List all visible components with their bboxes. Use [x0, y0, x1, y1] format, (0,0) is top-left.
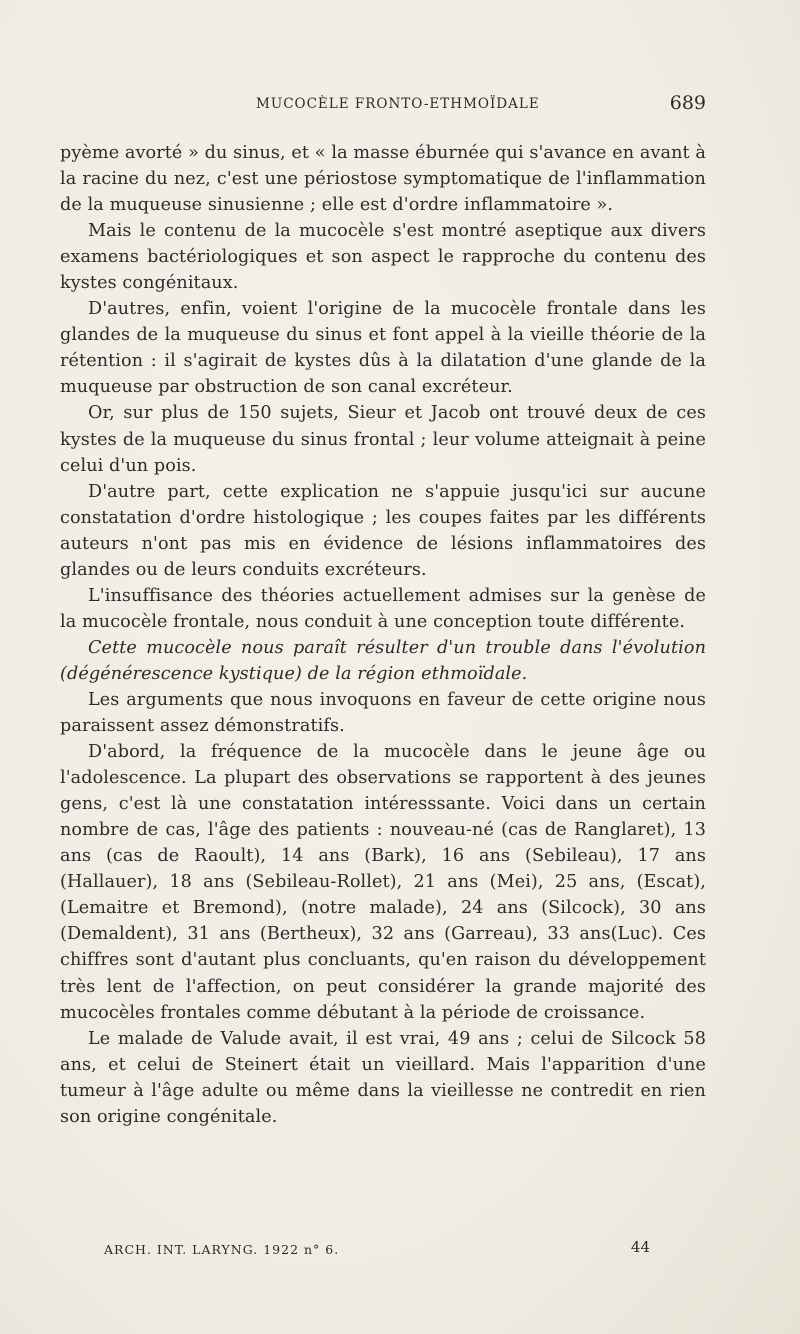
paragraph: Or, sur plus de 150 sujets, Sieur et Jacob ont trouvé deux de ces kystes de la muqueuse du sinus frontal ; leur volume atteignait à peine celui d'un pois. [60, 403, 706, 476]
signature-mark: 44 [630, 1238, 650, 1256]
page-number: 689 [669, 92, 706, 114]
paragraph: D'autres, enfin, voient l'origine de la mucocèle frontale dans les glandes de la muqueuse du sinus et font appel à la vieille théorie de la rétention : il s'agirait de kystes dûs à la dilatation d'une glande de la muqueuse par obstruction de son canal excréteur. [60, 299, 706, 398]
paragraph: pyème avorté » du sinus, et « la masse éburnée qui s'avance en avant à la racine du nez, c'est une périostose symptomatique de l'inflammation de la muqueuse sinusienne ; elle est d'ordre inflammatoire ». [60, 143, 706, 216]
paragraph: D'abord, la fréquence de la mucocèle dans le jeune âge ou l'adolescence. La plupart des observations se rapportent à des jeunes gens, c'est là une constatation intéresssante. Voici dans un certain nombre de cas, l'âge des patients : nouveau-né (cas de Ranglaret), 13 ans (cas de Raoult), 14 ans (Bark), 16 ans (Sebileau), 17 ans (Hallauer), 18 ans (Sebileau-Rollet), 21 ans (Mei), 25 ans, (Escat), (Lemaitre et Bremond), (notre malade), 24 ans (Silcock), 30 ans (Demaldent), 31 ans (Bertheux), 32 ans (Garreau), 33 ans(Luc). Ces chiffres sont d'autant plus concluants, qu'en raison du développement très lent de l'affection, on peut considérer la grande majorité des mucocèles frontales comme débutant à la période de croissance. [60, 742, 706, 1023]
paragraph: Les arguments que nous invoquons en faveur de cette origine nous paraissent assez démonstratifs. [60, 689, 706, 737]
body-text [60, 140, 706, 1130]
running-title: MUCOCÈLE FRONTO-ETHMOÏDALE [256, 96, 540, 112]
italic-thesis-paragraph: Cette mucocèle nous paraît résulter d'un trouble dans l'évolution (dégénérescence kystique) de la région ethmoïdale. [60, 637, 706, 684]
paragraph: Le malade de Valude avait, il est vrai, 49 ans ; celui de Silcock 58 ans, et celui de Steinert était un vieillard. Mais l'apparition d'une tumeur à l'âge adulte ou même dans la vieillesse ne contredit en rien son origine congénitale. [60, 1028, 706, 1127]
paragraph: L'insuffisance des théories actuellement admises sur la genèse de la mucocèle frontale, nous conduit à une conception toute différente. [60, 585, 706, 632]
footer-source: ARCH. INT. LARYNG. 1922 n° 6. [104, 1242, 340, 1257]
paragraph: D'autre part, cette explication ne s'appuie jusqu'ici sur aucune constatation d'ordre histologique ; les coupes faites par les différents auteurs n'ont pas mis en évidence de lésions inflammatoires des glandes ou de leurs conduits excréteurs. [60, 481, 706, 580]
footer [104, 1238, 650, 1260]
paragraph: Mais le contenu de la mucocèle s'est montré aseptique aux divers examens bactériologiques et son aspect le rapproche du contenu des kystes congénitaux. [60, 221, 706, 294]
running-head [60, 92, 706, 116]
